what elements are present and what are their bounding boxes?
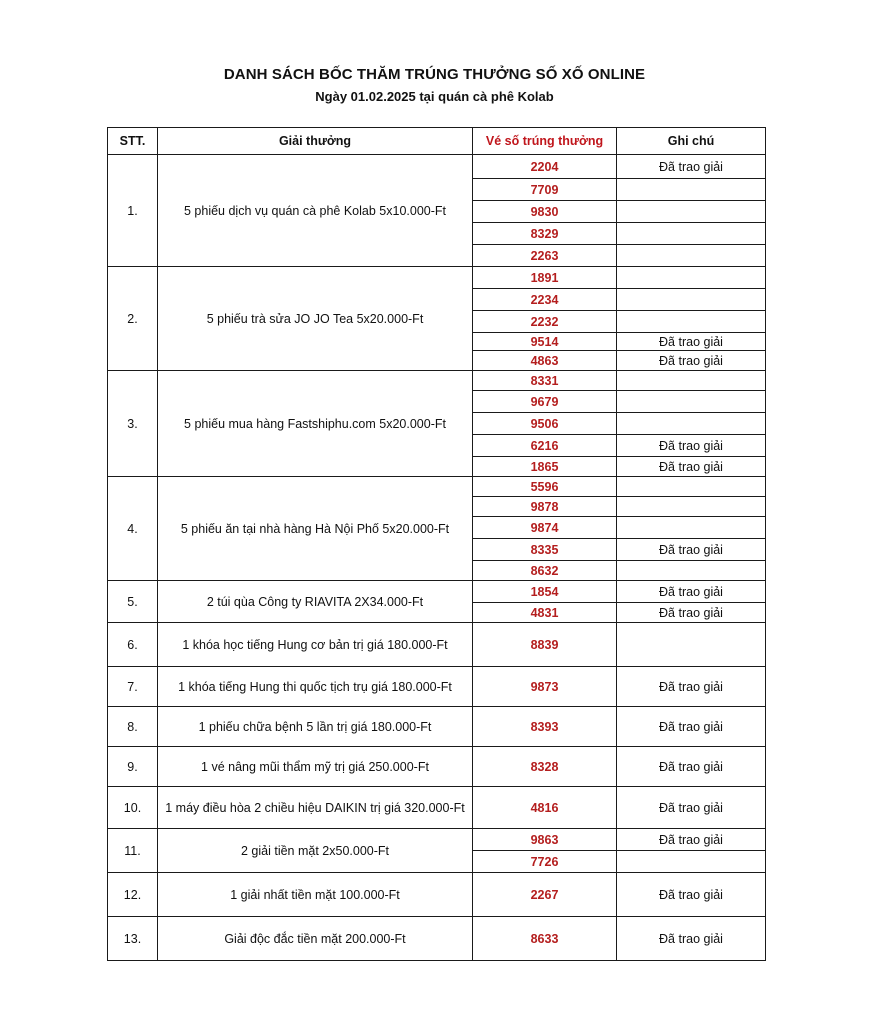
prize-cell: 1 vé nâng mũi thẩm mỹ trị giá 250.000-Ft	[158, 747, 473, 787]
prize-cell: 1 phiếu chữa bệnh 5 lần trị giá 180.000-Ft	[158, 707, 473, 747]
note-cell	[617, 289, 766, 311]
ticket-number-cell: 9514	[473, 333, 617, 351]
prize-cell: 5 phiếu ăn tại nhà hàng Hà Nội Phố 5x20.000-Ft	[158, 477, 473, 581]
note-cell: Đã trao giải	[617, 581, 766, 603]
document-subtitle: Ngày 01.02.2025 tại quán cà phê Kolab	[315, 89, 554, 104]
header-ticket: Vé số trúng thưởng	[473, 128, 617, 155]
ticket-number-cell: 2267	[473, 873, 617, 917]
note-cell	[617, 413, 766, 435]
note-cell: Đã trao giải	[617, 873, 766, 917]
ticket-number-cell: 4831	[473, 603, 617, 623]
table-row	[108, 747, 766, 787]
note-cell	[617, 851, 766, 873]
note-cell: Đã trao giải	[617, 667, 766, 707]
ticket-number-cell: 9830	[473, 201, 617, 223]
note-cell: Đã trao giải	[617, 351, 766, 371]
ticket-number-cell: 7709	[473, 179, 617, 201]
stt-cell: 5.	[108, 581, 158, 623]
header-note: Ghi chú	[617, 128, 766, 155]
ticket-number-cell: 2263	[473, 245, 617, 267]
table-row	[108, 829, 766, 851]
table-row	[108, 267, 766, 289]
prize-cell: 1 khóa học tiếng Hung cơ bản trị giá 180.000-Ft	[158, 623, 473, 667]
ticket-number-cell: 8393	[473, 707, 617, 747]
ticket-number-cell: 1854	[473, 581, 617, 603]
note-cell	[617, 517, 766, 539]
header-stt: STT.	[108, 128, 158, 155]
note-cell: Đã trao giải	[617, 333, 766, 351]
table-row	[108, 477, 766, 497]
table-body	[108, 155, 766, 961]
ticket-number-cell: 9873	[473, 667, 617, 707]
ticket-number-cell: 1891	[473, 267, 617, 289]
stt-cell: 10.	[108, 787, 158, 829]
prize-cell: 5 phiếu dịch vụ quán cà phê Kolab 5x10.000-Ft	[158, 155, 473, 267]
note-cell: Đã trao giải	[617, 539, 766, 561]
table-row	[108, 155, 766, 179]
ticket-number-cell: 1865	[473, 457, 617, 477]
ticket-number-cell: 8331	[473, 371, 617, 391]
ticket-number-cell: 8632	[473, 561, 617, 581]
note-cell	[617, 561, 766, 581]
note-cell	[617, 623, 766, 667]
prize-cell: 2 túi qùa Công ty RIAVITA 2X34.000-Ft	[158, 581, 473, 623]
stt-cell: 13.	[108, 917, 158, 961]
table-header-row	[108, 128, 766, 155]
stt-cell: 1.	[108, 155, 158, 267]
table-row	[108, 623, 766, 667]
ticket-number-cell: 4863	[473, 351, 617, 371]
ticket-number-cell: 5596	[473, 477, 617, 497]
ticket-number-cell: 2232	[473, 311, 617, 333]
stt-cell: 7.	[108, 667, 158, 707]
stt-cell: 2.	[108, 267, 158, 371]
note-cell: Đã trao giải	[617, 155, 766, 179]
note-cell: Đã trao giải	[617, 787, 766, 829]
ticket-number-cell: 7726	[473, 851, 617, 873]
prize-cell: 2 giải tiền mặt 2x50.000-Ft	[158, 829, 473, 873]
ticket-number-cell: 8328	[473, 747, 617, 787]
prize-cell: 1 giải nhất tiền mặt 100.000-Ft	[158, 873, 473, 917]
table-row	[108, 667, 766, 707]
prize-cell: Giải độc đắc tiền mặt 200.000-Ft	[158, 917, 473, 961]
note-cell	[617, 267, 766, 289]
note-cell: Đã trao giải	[617, 707, 766, 747]
ticket-number-cell: 2204	[473, 155, 617, 179]
note-cell: Đã trao giải	[617, 917, 766, 961]
note-cell	[617, 391, 766, 413]
note-cell: Đã trao giải	[617, 435, 766, 457]
note-cell: Đã trao giải	[617, 457, 766, 477]
stt-cell: 4.	[108, 477, 158, 581]
table-row	[108, 371, 766, 391]
table-row	[108, 787, 766, 829]
stt-cell: 3.	[108, 371, 158, 477]
ticket-number-cell: 8335	[473, 539, 617, 561]
note-cell	[617, 179, 766, 201]
ticket-number-cell: 8633	[473, 917, 617, 961]
ticket-number-cell: 6216	[473, 435, 617, 457]
note-cell: Đã trao giải	[617, 829, 766, 851]
note-cell	[617, 311, 766, 333]
note-cell	[617, 497, 766, 517]
note-cell	[617, 201, 766, 223]
stt-cell: 12.	[108, 873, 158, 917]
note-cell	[617, 477, 766, 497]
ticket-number-cell: 9863	[473, 829, 617, 851]
table-row	[108, 581, 766, 603]
table-row	[108, 917, 766, 961]
ticket-number-cell: 9878	[473, 497, 617, 517]
note-cell: Đã trao giải	[617, 603, 766, 623]
prize-cell: 5 phiếu mua hàng Fastshiphu.com 5x20.000-Ft	[158, 371, 473, 477]
ticket-number-cell: 9679	[473, 391, 617, 413]
note-cell	[617, 223, 766, 245]
table-row	[108, 873, 766, 917]
prize-cell: 1 máy điều hòa 2 chiều hiệu DAIKIN trị giá 320.000-Ft	[158, 787, 473, 829]
prize-cell: 1 khóa tiếng Hung thi quốc tịch trụ giá 180.000-Ft	[158, 667, 473, 707]
table-row	[108, 707, 766, 747]
stt-cell: 11.	[108, 829, 158, 873]
ticket-number-cell: 8839	[473, 623, 617, 667]
prize-table	[107, 127, 766, 961]
stt-cell: 9.	[108, 747, 158, 787]
note-cell	[617, 371, 766, 391]
prize-cell: 5 phiếu trà sửa JO JO Tea 5x20.000-Ft	[158, 267, 473, 371]
ticket-number-cell: 9874	[473, 517, 617, 539]
document-title: DANH SÁCH BỐC THĂM TRÚNG THƯỞNG SỐ XỐ ONLINE	[223, 66, 646, 83]
ticket-number-cell: 4816	[473, 787, 617, 829]
ticket-number-cell: 9506	[473, 413, 617, 435]
stt-cell: 6.	[108, 623, 158, 667]
ticket-number-cell: 8329	[473, 223, 617, 245]
header-prize: Giải thưởng	[158, 128, 473, 155]
note-cell: Đã trao giải	[617, 747, 766, 787]
ticket-number-cell: 2234	[473, 289, 617, 311]
stt-cell: 8.	[108, 707, 158, 747]
note-cell	[617, 245, 766, 267]
